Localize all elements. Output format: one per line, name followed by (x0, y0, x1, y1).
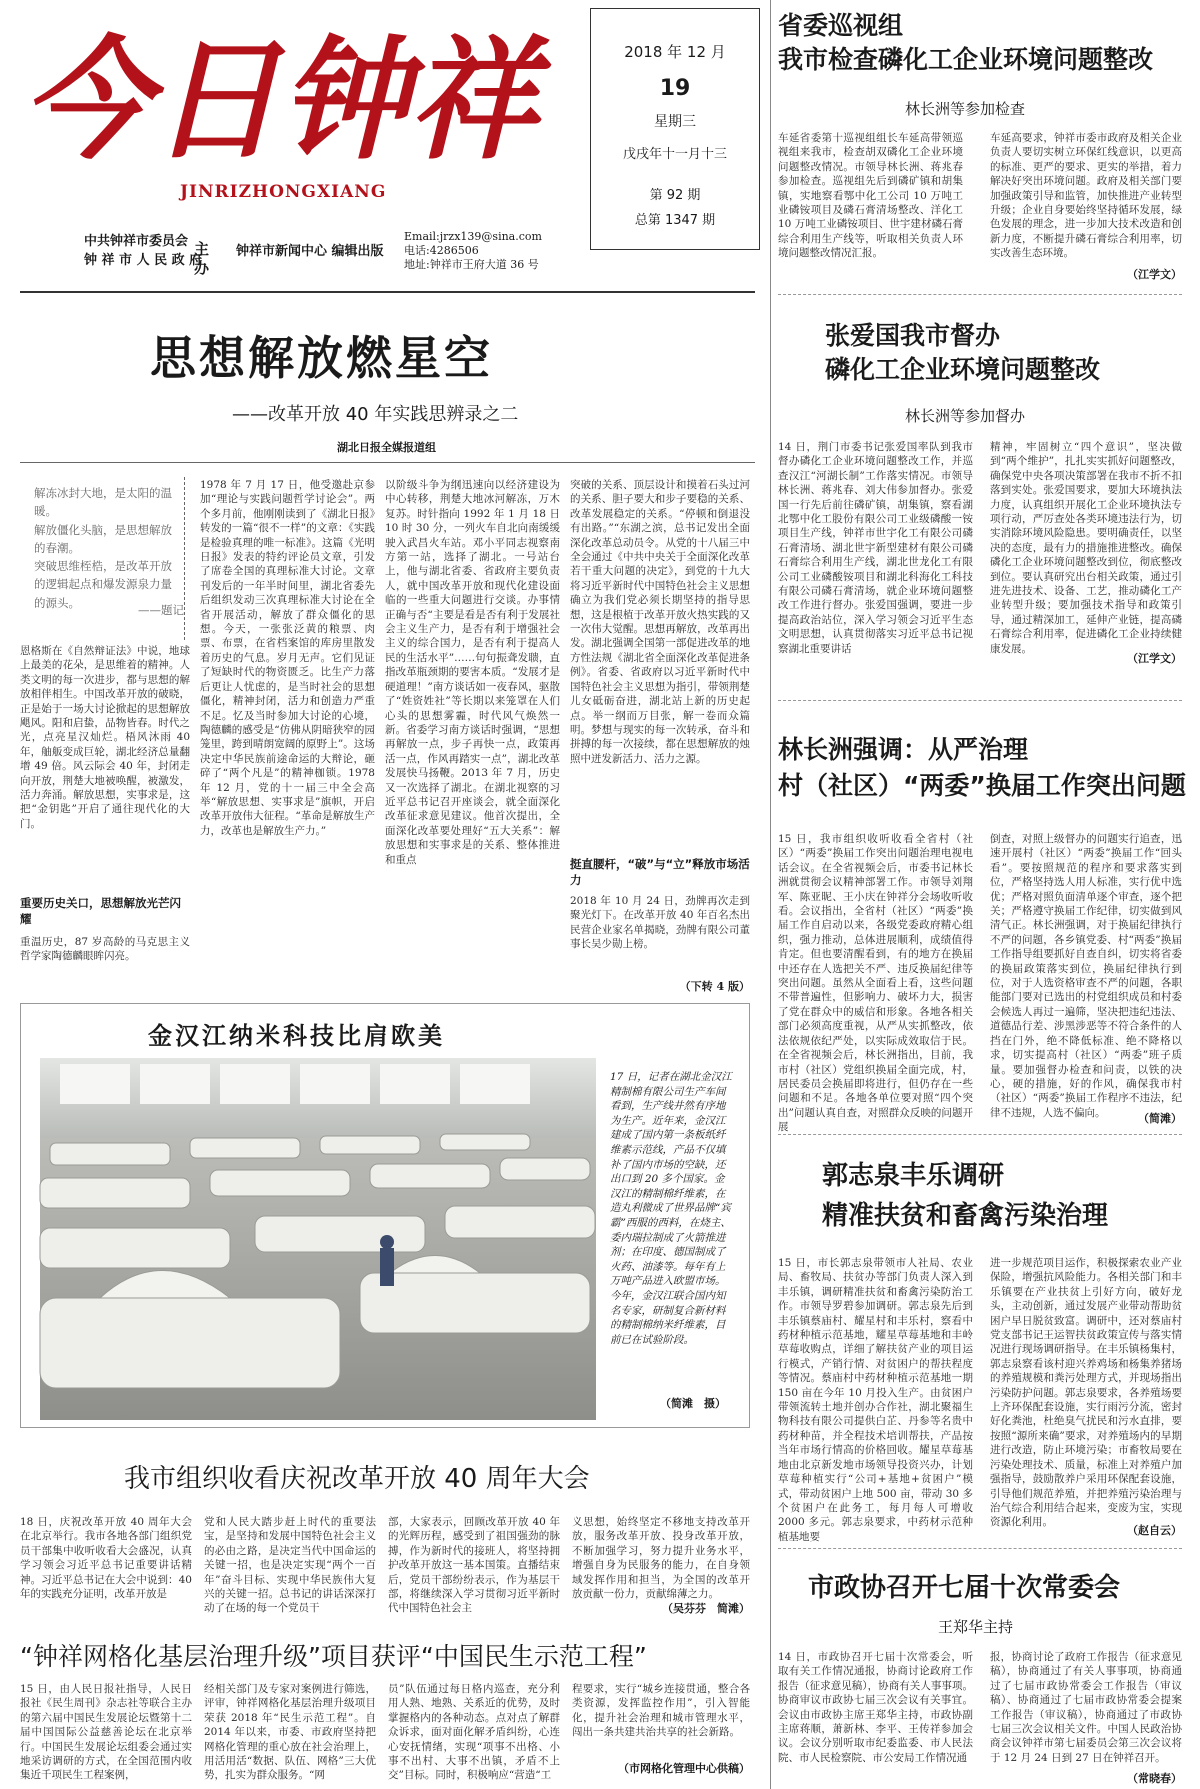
right5-headline: 市政协召开七届十次常委会 (808, 1573, 1121, 1603)
host-label: 主办 (194, 240, 210, 277)
contact-address: 地址:钟祥市王府大道 36 号 (404, 258, 539, 271)
date-year-month: 2018 年 12 月 (624, 43, 726, 61)
right1-subtitle: 林长洲等参加检查 (905, 100, 1026, 118)
right2-subtitle: 林长洲等参加督办 (905, 407, 1026, 425)
factory-photo (40, 1058, 596, 1420)
right3-headline-1: 林长洲强调：从严治理 (778, 735, 1029, 764)
story3-col3: 员”队伍通过每日格内巡查，充分利用人熟、地熟、关系近的优势，及时掌握格内的各种动态。点对点了解群众诉求，面对面化解矛盾纠纷，心连心安抚情绪，实现“项事不出格、小事不出村、大事不出镇，矛盾不上交”目标。同时，积极响应“营造“工 (388, 1683, 560, 1782)
date-day: 19 (659, 76, 691, 101)
epigraph-signature: ——题记 (138, 603, 184, 617)
story3-col1: 15 日，由人民日报社指导，人民日报社《民生周刊》杂志社等联合主办的第六届中国民生发展论坛暨第十二届中国国际公益慈善论坛在北京举行。中国民生发展论坛组委会通过实地采访调研的方式，在全国范围内收集近千项民生工程案例， (20, 1683, 192, 1782)
story2-col3: 部，大家表示，回顾改革开放 40 年的光辉历程，感受到了祖国强劲的脉搏，作为新时代的接班人，将坚持拥护改革开放这一基本国策。直播结束后，党员干部纷纷表示，作为基层干部，将继续深入学习贯彻习近平新时代中国特色社会主 (388, 1516, 560, 1615)
date-weekday: 星期三 (654, 114, 696, 130)
right2-headline-1: 张爱国我市督办 (825, 321, 1001, 350)
publisher-government: 钟 祥 市 人 民 政 府 (84, 253, 203, 268)
masthead-pinyin: JINRIZHONGXIANG (180, 182, 387, 202)
publisher-block (84, 232, 210, 277)
right1-col2: 车延高要求，钟祥市委市政府及相关企业负责人要切实树立环保红线意识，以更高的标准、更严的要求、更实的举措，着力解决好突出环境问题。政府及相关部门要加强政策引导和监管，加快推进产业转型升级；企业自身要始终坚持循环发展，绿色发展的理念，进一步加大技术改造和创新力度，不断提升磷石膏综合利用率，切实改善生态环境。 (990, 132, 1182, 260)
right3-col1: 15 日，我市组织收听收看全省村（社区）“两委”换届工作突出问题治理电视电话会议。在全省视频会后，市委书记林长洲就贯彻会议精神部署工作。市领导刘翔军、陈亚昵、王小庆在钟祥分会场收听收看。会议指出，全省村（社区）“两委”换届工作自启动以来，各级党委政府精心组织，强力推动，总体进展顺利，成绩值得肯定。但也要清醒看到，有的地方在换届中还存在人选把关不严、违反换届纪律等突出问题。虽然从全面看上看，这些问题不带普遍性，但影响力、破坏力大，损害了党在群众中的威信和形象。各地各相关部门必须高度重视，从严从实抓整改，依法依规依纪严处，以实际成效取信于民。在全省视频会后，林长洲指出，目前，我市村（社区）党组织换届全面完成，村，居民委员会换届即将进行，但仍存在一些问题和不足。各地各单位要对照“四个突出”问题认真自查，对照群众反映的问题开展 (778, 833, 973, 1134)
story2-col2: 党和人民大踏步赶上时代的重要法宝，是坚持和发展中国特色社会主义的必由之路，是决定当代中国命运的关键一招，也是决定实现“两个一百年”奋斗目标、实现中华民族伟大复兴的关键一招。总书记的讲话深深打动了在场的每一个党员干 (204, 1516, 376, 1615)
right4-col1: 15 日，市长郭志泉带领市人社局、农业局、畜牧局、扶贫办等部门负责人深入到丰乐镇，调研精准扶贫和畜禽污染防治工作。市领导罗碧参加调研。郭志泉先后到丰乐镇蔡庙村、耀星村和丰乐村，察看中药材种植示范基地，耀星草莓基地和丰岭草莓收购点，详细了解扶贫产业的项目运行模式，产销行情、对贫困户的帮扶程度等情况。蔡庙村中药材种植示范基地一期 150 亩在今年 10 月投入生产。由贫困户带领流转土地并创办合作社，湖北聚福生物科技有限公司提供白芷、丹参等名贵中药材种苗，并全程技术培训帮扶，产品按当年市场行情高的价格回收。耀星草莓基地由北京新发地市场领导投资兴办，计划草莓种植实行“公司+基地+贫困户”模式，带动贫困户上地 500 亩，带动 30 多个贫困户在此务工，每月每人可增收 2000 多元。郭志泉要求，中药材示范种植基地要 (778, 1257, 973, 1543)
story2-col4: 义思想，始终坚定不移地支持改革开放，服务改革开放、投身改革开放，不断加强学习，努力提升业务水平，增强自身为民服务的能力，在自身领域发挥作用和担当，为全国的改革开放贡献一份力，贡献绵薄之力。 (572, 1516, 750, 1601)
right1-headline-1: 省委巡视组 (778, 11, 904, 40)
story3-headline: “钟祥网格化基层治理升级”项目获评“中国民生示范工程” (20, 1642, 647, 1671)
lead-continued: （下转 4 版） (679, 980, 750, 993)
lead-subtitle: ——改革开放 40 年实践思辨录之二 (232, 404, 519, 425)
lead-col3: 以阶级斗争为纲迅速向以经济建设为中心转移，荆楚大地冰河解冻，万木复苏。时针指向 1992 年 1 月 18 日 10 时 30 分，一列火车自北向南缓缓驶入武昌火车站。邓小平同志视察南方第一站，选择了湖北。一号站台上，他与湖北省委、省政府主要负责人，就中国改革开放和现代化建设面临的一些重大问题进行交谈。办事情正确与否“主要是看是否有利于发展社会主义生产力，是否有利于增强社会主义的综合国力，是否有利于提高人民的生活水平”……句句振聋发聩，直指改革瓶颈期的要害本质。“发展才是硬道理！”南方谈话如一夜春风，驱散了“姓资姓社”等长期以来笼罩在人们心头的思想雾霾，时代风气焕然一新。省委学习南方谈话时强调，“思想再解放一点，步子再快一点，政策再活一点，作风再踏实一点”，湖北改革发展快马扬鞭。2013 年 7 月，历史又一次选择了湖北。在湖北视察的习近平总书记召开座谈会，就全面深化改革征求意见建议。他首次提出，全面深化改革要处理好“五大关系”：解放思想和实事求是的关系、整体推进和重点 (385, 479, 560, 866)
right5-col2: 报，协商讨论了政府工作报告（征求意见稿），协商通过了有关人事事项，协商通过了七届市政协常委会工作报告（审议稿）、协商通过了七届市政协常委会提案工作报告（审议稿），协商通过了市政协七届三次会议相关文件。中国人民政治协商会议钟祥市第七届委员会第三次会议将于 12 月 24 日到 27 日在钟祥召开。 (990, 1651, 1182, 1764)
photo-credit: （简滩 摄） (660, 1397, 726, 1410)
right2-credit: （江学文） (1127, 652, 1182, 665)
right2-headline-2: 磷化工企业环境问题整改 (825, 355, 1101, 384)
right1-credit: （江学文） (1127, 268, 1182, 281)
contact-block (404, 230, 542, 272)
right2-col2: 精神，牢固树立“四个意识”，坚决做到“两个维护”，扎扎实实抓好问题整改，确保党中央各项决策部署在我市不折不扣落到实处。张爱国要求，要加大环境执法力度，认真组织开展化工企业环境执法专项行动，严厉查处各类环境违法行为，切实消除环境风险隐患。要明确责任，以坚决的态度，最有力的措施推进整改。确保磷化工企业环境问题整改到位，彻底整改到位。要认真研究出台相关政策，通过引进先进技术、设备、工艺，推动磷化工产业转型升级；要加强技术指导和政策引导，通过精深加工，延伸产业链，提高磷石膏综合利用率，促进磷化工企业持续健康发展。 (990, 441, 1182, 655)
date-box (590, 8, 760, 250)
lead-col4-b: 2018 年 10 月 24 日，劲牌再次走到聚光灯下。在改革开放 40 年百名杰出民营企业家名单揭晓，劲牌有限公司董事长吴少勋上榜。 (570, 895, 750, 951)
right4-col2: 进一步规范项目运作，积极探索农业产业保险，增强抗风险能力。各相关部门和丰乐镇要在产业扶贫上引好方向，破好龙头，主动创新，通过发展产业带动帮助贫困户早日脱贫致富。调研中，还对蔡庙村党支部书记王运智扶贫政策宣传与落实情况进行现场调研指导。在丰乐镇杨集村，郭志泉察看该村迎兴养鸡场和杨集养猪场的养殖规模和粪污处理方式，并现场指出污染防护问题。郭志泉要求，各养殖场要上齐环保配套设施，实行雨污分流，密封好化粪池，杜绝臭气扰民和污水直排，要按照“源所来确”要求，对养殖场内的早期进行改造，防止环境污染；市畜牧局要在污染处理技术、质量，标准上对养殖户加强指导，鼓励散养户采用环保配套设施，引导他们规范养殖，并把养殖污染治理与治气综合利用结合起来，变废为宝，实现资源化利用。 (990, 1257, 1182, 1529)
right4-headline-2: 精准扶贫和畜禽污染治理 (822, 1201, 1109, 1231)
svg-text:今日钟祥: 今日钟祥 (22, 23, 552, 178)
lead-divider (20, 462, 755, 463)
masthead-divider (20, 291, 755, 293)
publisher-party: 中共钟祥市委员会 (84, 234, 189, 249)
epigraph-line: 解冻冰封大地，是太阳的温暖。 (34, 486, 172, 519)
story3-credit: （市网格化管理中心供稿） (618, 1762, 750, 1775)
story3-col4: 程要求，实行“城乡连接贯通，整合各类资源，发挥监控作用”，引入智能化，提升社会治理和城市管理水平，闯出一条共建共治共享的社会新路。 (572, 1683, 750, 1739)
contact-email: Email:jrzx139@sina.com (404, 230, 542, 243)
story2-headline: 我市组织收看庆祝改革开放 40 周年大会 (124, 1464, 590, 1494)
column-divider (770, 0, 771, 1789)
right3-credit: （简滩） (1138, 1112, 1182, 1125)
date-lunar: 戊戌年十一月十三 (622, 147, 727, 162)
lead-source: 湖北日报全媒报道组 (337, 441, 436, 454)
right-divider-4 (778, 1548, 1182, 1549)
photo-caption: 17 日，记者在湖北金汉江精制棉有限公司生产车间看到，生产线井然有序地为生产。近年来，金汉江建成了国内第一条板纸纤维素示范线，产品不仅填补了国内市场的空缺，还出口到 20 多个国家。金汉江的精制棉纤维素，在造丸利微成了世界品牌“宾霸”西服的西料，在烧主、委内瑞拉制成了火箭推进剂；在印度、德国制成了火药、油漆等。每年有上万吨产品进入欧盟市场。今年，金汉江联合国内知名专家，研制复合新材料的精制棉纳米纤维素，目前已在试验阶段。 (610, 1071, 732, 1346)
right-divider-3 (778, 1134, 1182, 1135)
photo-feature-title: 金汉江纳米科技比肩欧美 (148, 1021, 445, 1050)
right3-col2: 倒查，对照上级督办的问题实行追查，迅速开展村（社区）“两委”换届工作“回头看”。要按照规范的程序和要求落实到位，严格坚持选人用人标准，实行优中选优；严格对照负面清单逐个审查，逐个把关；严格遵守换届工作纪律，切实做到风清气正。林长洲强调，对于换届纪律执行不严的问题，各乡镇党委、村“两委”换届工作指导组要抓好自查自纠，切实将省委的换届政策落实到位，换届纪律执行到位，对于人选资格审查不严的问题，各职能部门要对已选出的村党组织成员和村委会候选人再过一遍筛，坚决把违纪违法、道德品行差、涉黑涉恶等不符合条件的人挡在门外，绝不降低标准、绝不降格以求，切实提高村（社区）“两委”班子质量。要加强督办检查和问责，以铁的决心，硬的措施，好的作风，确保我市村（社区）“两委”换届工作程序不违法，纪律不违规，人选不偏向。 (990, 833, 1182, 1119)
right-divider-2 (778, 700, 1182, 701)
story3-col2: 经相关部门及专家对案例进行筛选，评审，钟祥网格化基层治理升级项目荣获 2018 年“民生示范工程”。自 2014 年以来，市委、市政府坚持把网格化管理的重心放在社会治理上，用活用活“数据、队伍、网格”三大优势，扎实为群众服务。“网 (204, 1683, 376, 1782)
epigraph-line: 突破思维桎梏，是改革开放的逻辑起点和爆发源泉力量的源头。 (34, 559, 172, 610)
lead-col1-b: 重温历史，87 岁高龄的马克思主义哲学家陶德麟眼眸闪亮。 (20, 936, 190, 963)
total-issue-number: 总第 1347 期 (634, 213, 716, 228)
lead-col2: 1978 年 7 月 17 日，他受邀赴京参加“理论与实践问题哲学讨论会”。两个多月前，他刚刚读到了《湖北日报》转发的一篇“很不一样”的文章：《实践是检验真理的唯一标准》。这篇《光明日报》发表的特约评论员文章，引发了席卷全国的真理标准大讨论。文章刊发后的一年半时间里，湖北省委先后组织发动三次真理标准大讨论在全省开展活动，解放了群众僵化的思想。今天，一张张泛黄的粮票、肉票、布票，在省档案馆的库房里散发着历史的气息。岁月无声。它们见证了短缺时代的物资匮乏。比生产力落后更让人忧虑的，是当时社会的思想僵化，精神封闭，活力和创造力严重不足。忆及当时参加大讨论的心境，陶德麟的感受是“仿佛从阴暗狭窄的园笼里，跨到晴朗宽阔的原野上”。这场决定中华民族前途命运的大辩论，砸碎了“两个凡是”的精神枷锁。1978 年 12 月，党的十一届三中全会高举“解放思想、实事求是”旗帜，开启改革开放伟大征程。“革命是解放生产力，改革也是解放生产力。” (200, 479, 375, 837)
right5-credit: （常晓春） (1127, 1772, 1182, 1785)
lead-headline: 思想解放燃星空 (150, 331, 493, 385)
right4-credit: （赵自云） (1127, 1524, 1182, 1537)
story2-col1: 18 日，庆祝改革开放 40 周年大会在北京举行。我市各地各部门组织党员干部集中收听收看大会盛况，认真学习领会习近平总书记重要讲话精神。习近平总书记在大会中说到：40 年的实践充分证明，改革开放是 (20, 1516, 192, 1601)
masthead-logo (22, 18, 552, 178)
right1-headline-2: 我市检查磷化工企业环境问题整改 (778, 45, 1154, 74)
right5-subtitle: 王郑华主持 (938, 1618, 1014, 1636)
right5-col1: 14 日，市政协召开七届十次常委会，听取有关工作情况通报，协商讨论政府工作报告（征求意见稿），协商有关人事事项。协商审议市政协七届三次会议有关事宜。会议由市政协主席王郑华主持，市政协副主席蒋顺，萧新林、李平、王传祥参加会议。会议分别听取市纪委监委、市人民法院、市人民检察院、市公安局工作情况通 (778, 1651, 973, 1764)
editor-publisher: 钟祥市新闻中心 编辑出版 (236, 244, 384, 259)
epigraph-line: 解放僵化头脑，是思想解放的春潮。 (34, 522, 172, 555)
lead-subhead-1: 重要历史关口，思想解放光芒闪耀 (20, 896, 181, 926)
right3-headline-2: 村（社区）“两委”换届工作突出问题 (778, 771, 1186, 800)
story2-credit: （吴芬芬 简滩） (662, 1602, 750, 1615)
contact-phone: 电话:4286506 (404, 244, 479, 257)
right1-col1: 车延省委第十巡视组组长车延高带领巡视组来我市，检查胡双磷化工企业环境问题整改情况。市领导林长洲、蒋兆春参加检查。巡视组先后到磷矿镇和胡集镇，实地察看鄂中化工公司 10 万吨工业磷铵项目及磷石膏清场整改、洋化工 10 万吨工业磷铵项目、世宇建材磷石膏综合利用生产线等，听取相关负责人环境问题整改情况汇报。 (778, 132, 963, 260)
lead-col1: 恩格斯在《自然辩证法》中说，地球上最美的花朵，是思维着的精神。人类文明的每一次进步，都与思想的解放相伴相生。中国改革开放的破晓，正是始于一场大讨论掀起的思想解放飓风。阳和启蛰，品物皆春。时代之光，点亮星汉灿烂。梧风沐雨 40 年，舳舨变成巨轮，湖北经济总量翻增 49 倍。风云际会 40 年，封闭走向开放，荆楚大地被唤醒，被激发，活力奔涌。解放思想，实事求是，这把“金钥匙”开启了通往现代化的大门。 (20, 645, 190, 830)
right-divider-1 (778, 294, 1182, 295)
lead-col4: 突破的关系、顶层设计和摸着石头过河的关系、胆子要大和步子要稳的关系、改革发展稳定的关系。“停顿和倒退没有出路。”“东湖之滨，总书记发出全面深化改革总动员令。从党的十八届三中全会通过《中共中央关于全面深化改革若干重大问题的决定》，到党的十九大将习近平新时代中国特色社会主义思想确立为我们党必须长期坚持的指导思想，这是根植于改革开放火热实践的又一次伟大觉醒。思想再解放，改革再出发。湖北强调全国第一部促进改革的地方性法规《湖北省全面深化改革促进条例》。省委、省政府以习近平新时代中国特色社会主义思想为指引，带领荆楚儿女砥砺奋进，湖北站上新的历史起点。举一纲而万目张，解一卷而众篇明。梦想与现实的每一次转承，奋斗和拼搏的每一次接续，都在思想解放的烛照中迸发新活力、活力之源。 (570, 479, 750, 765)
right2-col1: 14 日，荆门市委书记张爱国率队到我市督办磷化工企业环境问题整改工作，并巡查汉江“河湖长制”工作落实情况。市领导林长洲、蒋兆春、刘大伟参加督办。张爱国一行先后前往磷矿镇，胡集镇，察看湖北鄂中化工股份有限公司工业级磷酸一铵项目生产线，钟祥市世宇化工有限公司磷石膏清场、湖北世宇新型建材有限公司磷石膏综合利用生产线，湖北世龙化工有限公司工业磷酸铵项目和湖北科海化工科技有限公司磷石膏清场，就企业环境问题整改工作进行督办。张爱国强调，要进一步提高政治站位，深入学习领会习近平生态文明思想，认真贯彻落实习近平总书记视察湖北重要讲话 (778, 441, 973, 655)
lead-subhead-2: 挺直腰杆，“破”与“立”释放市场活力 (570, 857, 750, 887)
epigraph-text (34, 484, 176, 612)
right4-headline-1: 郭志泉丰乐调研 (822, 1161, 1005, 1191)
issue-number: 第 92 期 (649, 188, 701, 203)
